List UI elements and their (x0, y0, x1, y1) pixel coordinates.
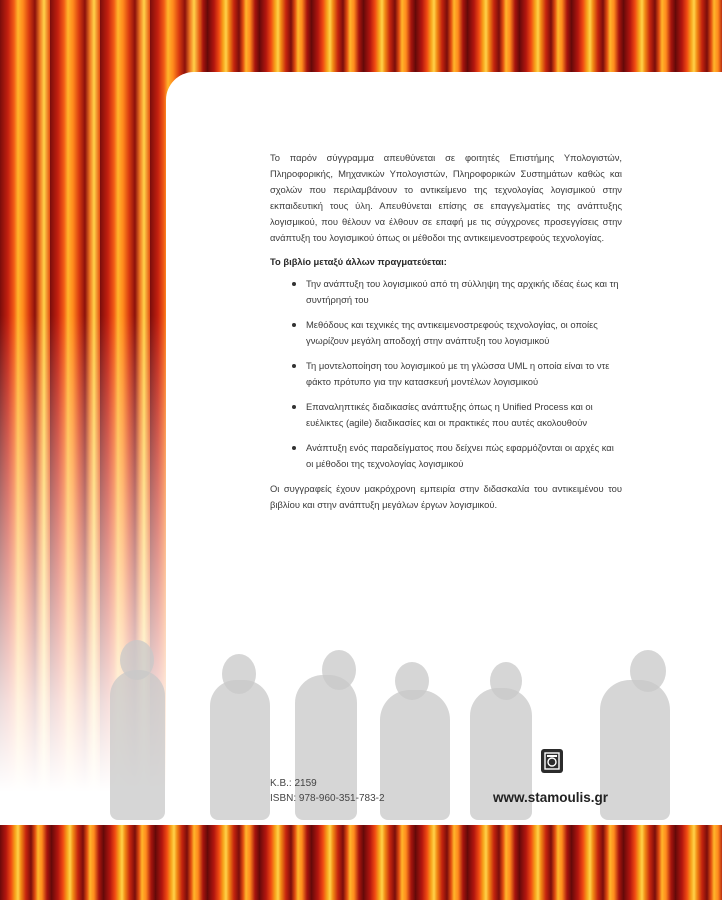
list-item: Την ανάπτυξη του λογισμικού από τη σύλληψη της αρχικής ιδέας έως και τη συντήρησή του (292, 276, 622, 308)
decorative-stripes-bottom (0, 825, 722, 900)
publisher-website-link[interactable]: www.stamoulis.gr (493, 790, 609, 805)
people-silhouettes-image (90, 640, 710, 820)
catalog-info (270, 776, 385, 806)
kb-code: Κ.Β.: 2159 (270, 778, 317, 789)
topics-heading: Το βιβλίο μεταξύ άλλων πραγματεύεται: (270, 256, 447, 267)
list-item: Μεθόδους και τεχνικές της αντικειμενοστρεφούς τεχνολογίας, οι οποίες γνωρίζουν μεγάλη αποδοχή στην ανάπτυξη του λογισμικού (292, 317, 622, 349)
list-item: Ανάπτυξη ενός παραδείγματος που δείχνει πώς εφαρμόζονται οι αρχές και οι μέθοδοι της τεχνολογίας λογισμικού (292, 440, 622, 472)
description-paragraph: Το παρόν σύγγραμμα απευθύνεται σε φοιτητές Επιστήμης Υπολογιστών, Πληροφορικής, Μηχανικών Υπολογιστών, Πληροφορικών Συστημάτων καθώς και σχολών που περιλαμβάνουν το αντικείμενο της τεχνολογίας λογισμικού στην εκπαιδευτική τους ύλη. Απευθύνεται επίσης σε επαγγελματίες της ανάπτυξης λογισμικού, που θέλουν να έλθουν σε επαφή με τις σύγχρονες προσεγγίσεις στην ανάπτυξη του λογισμικού όπως οι μέθοδοι της αντικειμενοστρεφούς τεχνολογίας. (270, 152, 622, 243)
isbn-number: ISBN: 978-960-351-783-2 (270, 793, 385, 804)
stamoulis-logo-icon (541, 749, 563, 773)
topics-list (270, 276, 622, 472)
back-cover-text (270, 150, 622, 521)
list-item: Τη μοντελοποίηση του λογισμικού με τη γλώσσα UML η οποία είναι το ντε φάκτο πρότυπο για την κατασκευή μοντέλων λογισμικού (292, 358, 622, 390)
authors-paragraph: Οι συγγραφείς έχουν μακρόχρονη εμπειρία στην διδασκαλία του αντικειμένου του βιβλίου και στην ανάπτυξη μεγάλων έργων λογισμικού. (270, 483, 622, 510)
list-item: Επαναληπτικές διαδικασίες ανάπτυξης όπως η Unified Process και οι ευέλικτες (agile) διαδικασίες και οι πρακτικές που αυτές ακολουθούν (292, 399, 622, 431)
